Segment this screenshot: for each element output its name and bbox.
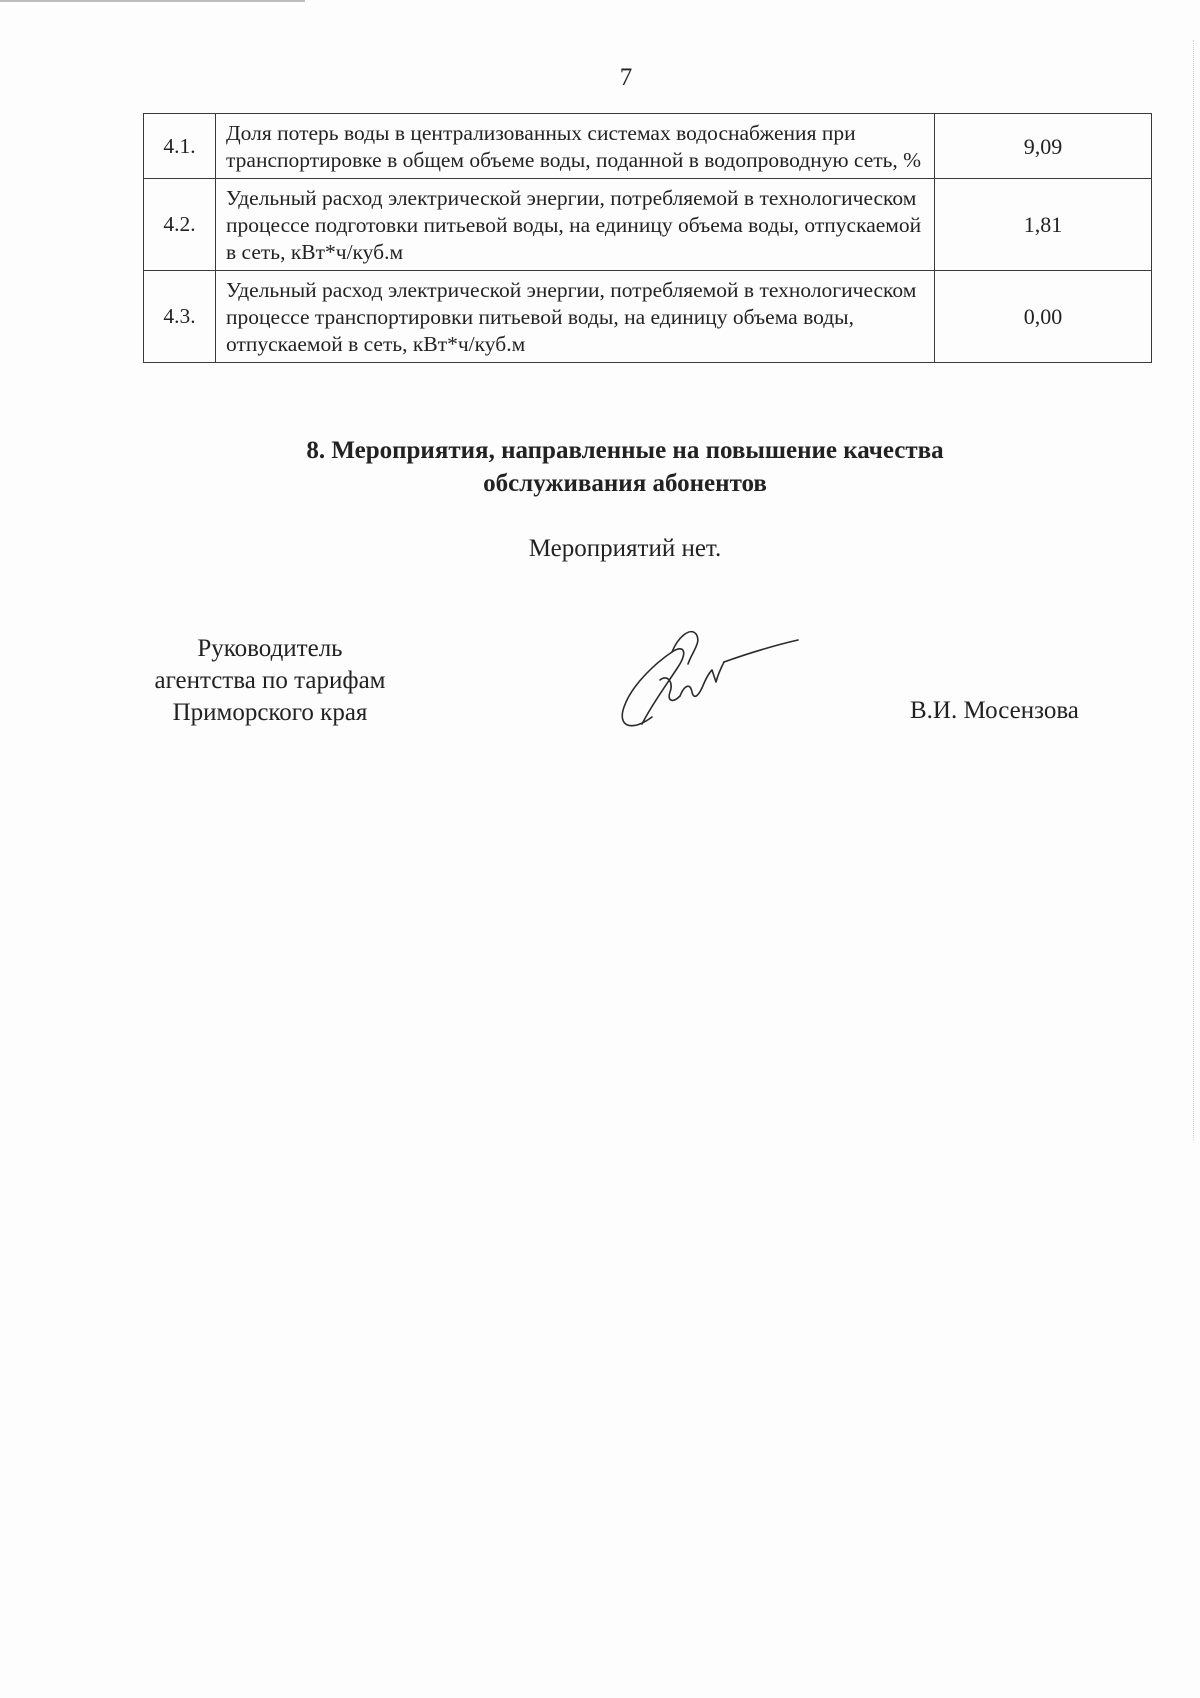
row-description: Доля потерь воды в централизованных системах водоснабжения при транспортировке в общем объеме воды, поданной в водопроводную сеть, %	[216, 114, 935, 179]
signer-position-line1: Руководитель	[197, 635, 343, 662]
section-heading-line1: 8. Мероприятия, направленные на повышение качества	[306, 437, 944, 464]
signer-name: В.И. Мосензова	[910, 697, 1079, 724]
section-body-text: Мероприятий нет.	[528, 535, 722, 562]
signer-position-line2: агентства по тарифам	[154, 667, 386, 694]
row-description: Удельный расход электрической энергии, потребляемой в технологическом процессе подготовки питьевой воды, на единицу объема воды, отпускаемой в сеть, кВт*ч/куб.м	[216, 179, 935, 271]
section-heading	[200, 434, 1050, 500]
row-description: Удельный расход электрической энергии, потребляемой в технологическом процессе транспортировки питьевой воды, на единицу объема воды, отпускаемой в сеть, кВт*ч/куб.м	[216, 271, 935, 363]
row-number: 4.1.	[144, 114, 216, 179]
row-value: 0,00	[935, 271, 1152, 363]
signer-position	[130, 633, 410, 729]
table-row	[144, 114, 1152, 179]
signer-position-line3: Приморского края	[172, 699, 368, 726]
handwritten-signature	[612, 622, 802, 740]
row-value: 9,09	[935, 114, 1152, 179]
table-row	[144, 179, 1152, 271]
scan-edge-top	[0, 0, 305, 2]
scan-edge-right	[1192, 40, 1194, 1140]
row-value: 1,81	[935, 179, 1152, 271]
section-heading-line2: обслуживания абонентов	[483, 470, 767, 497]
row-number: 4.3.	[144, 271, 216, 363]
row-number: 4.2.	[144, 179, 216, 271]
table-row	[144, 271, 1152, 363]
page-number: 7	[619, 64, 633, 91]
indicators-table	[143, 113, 1152, 363]
